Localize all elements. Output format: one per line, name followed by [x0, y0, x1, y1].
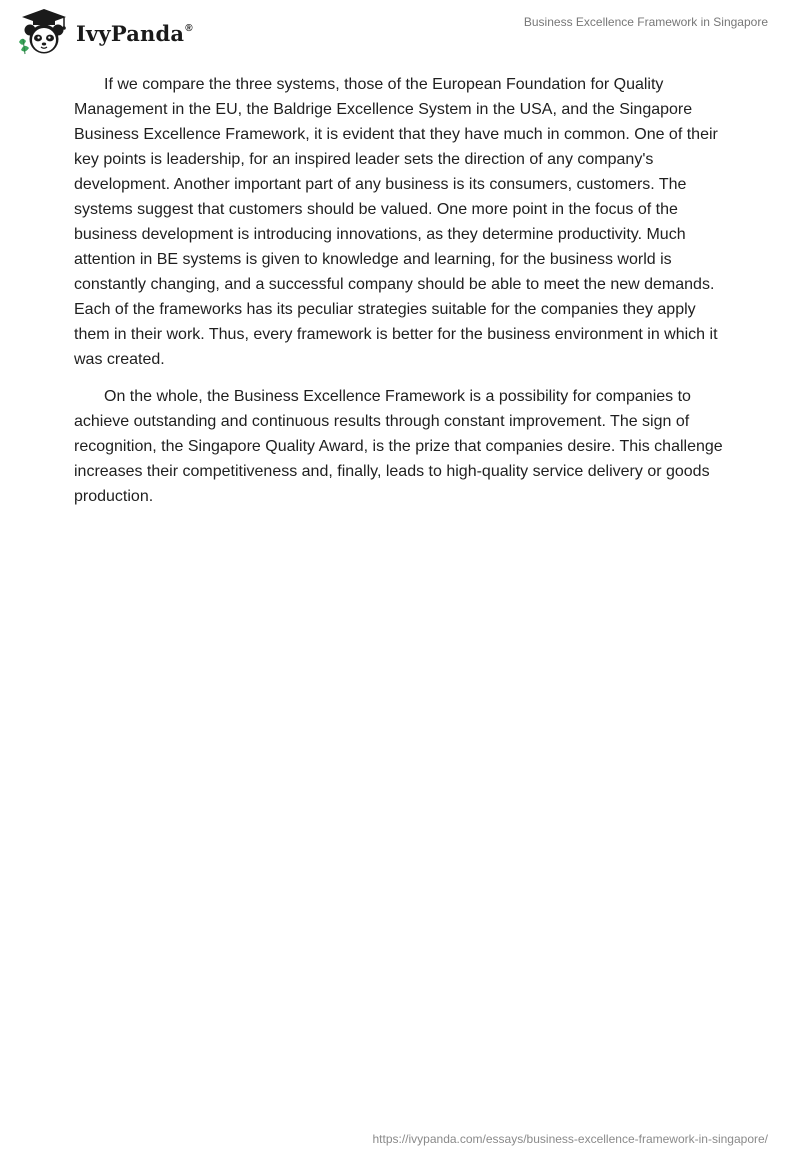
- essay-body: [74, 72, 728, 521]
- source-url[interactable]: https://ivypanda.com/essays/business-excellence-framework-in-singapore/: [372, 1132, 768, 1146]
- ivypanda-logo[interactable]: [16, 8, 193, 56]
- registered-mark: ®: [185, 22, 193, 34]
- brand-name: IvyPanda: [76, 20, 185, 46]
- brand-wordmark: [76, 21, 193, 46]
- panda-graduate-icon: [16, 8, 72, 56]
- paragraph-comparison: If we compare the three systems, those of the European Foundation for Quality Management in the EU, the Baldrige Excellence System in the USA, and the Singapore Business Excellence Framework, it is evident that they have much in common. One of their key points is leadership, for an inspired leader sets the direction of any company's development. Another important part of any business is its consumers, customers. The systems suggest that customers should be valued. One more point in the focus of the business development is introducing innovations, as they determine productivity. Much attention in BE systems is given to knowledge and learning, for the business world is constantly changing, and a successful company should be able to meet the new demands. Each of the frameworks has its peculiar strategies suitable for the companies they apply them in their work. Thus, every framework is better for the business environment in which it was created.: [74, 76, 718, 368]
- paragraph-conclusion: On the whole, the Business Excellence Framework is a possibility for companies to achieve outstanding and continuous results through constant improvement. The sign of recognition, the Singapore Quality Award, is the prize that companies desire. This challenge increases their competitiveness and, finally, leads to high-quality service delivery or goods production.: [74, 388, 723, 505]
- document-title: Business Excellence Framework in Singapore: [523, 15, 768, 29]
- page-header: [0, 0, 800, 64]
